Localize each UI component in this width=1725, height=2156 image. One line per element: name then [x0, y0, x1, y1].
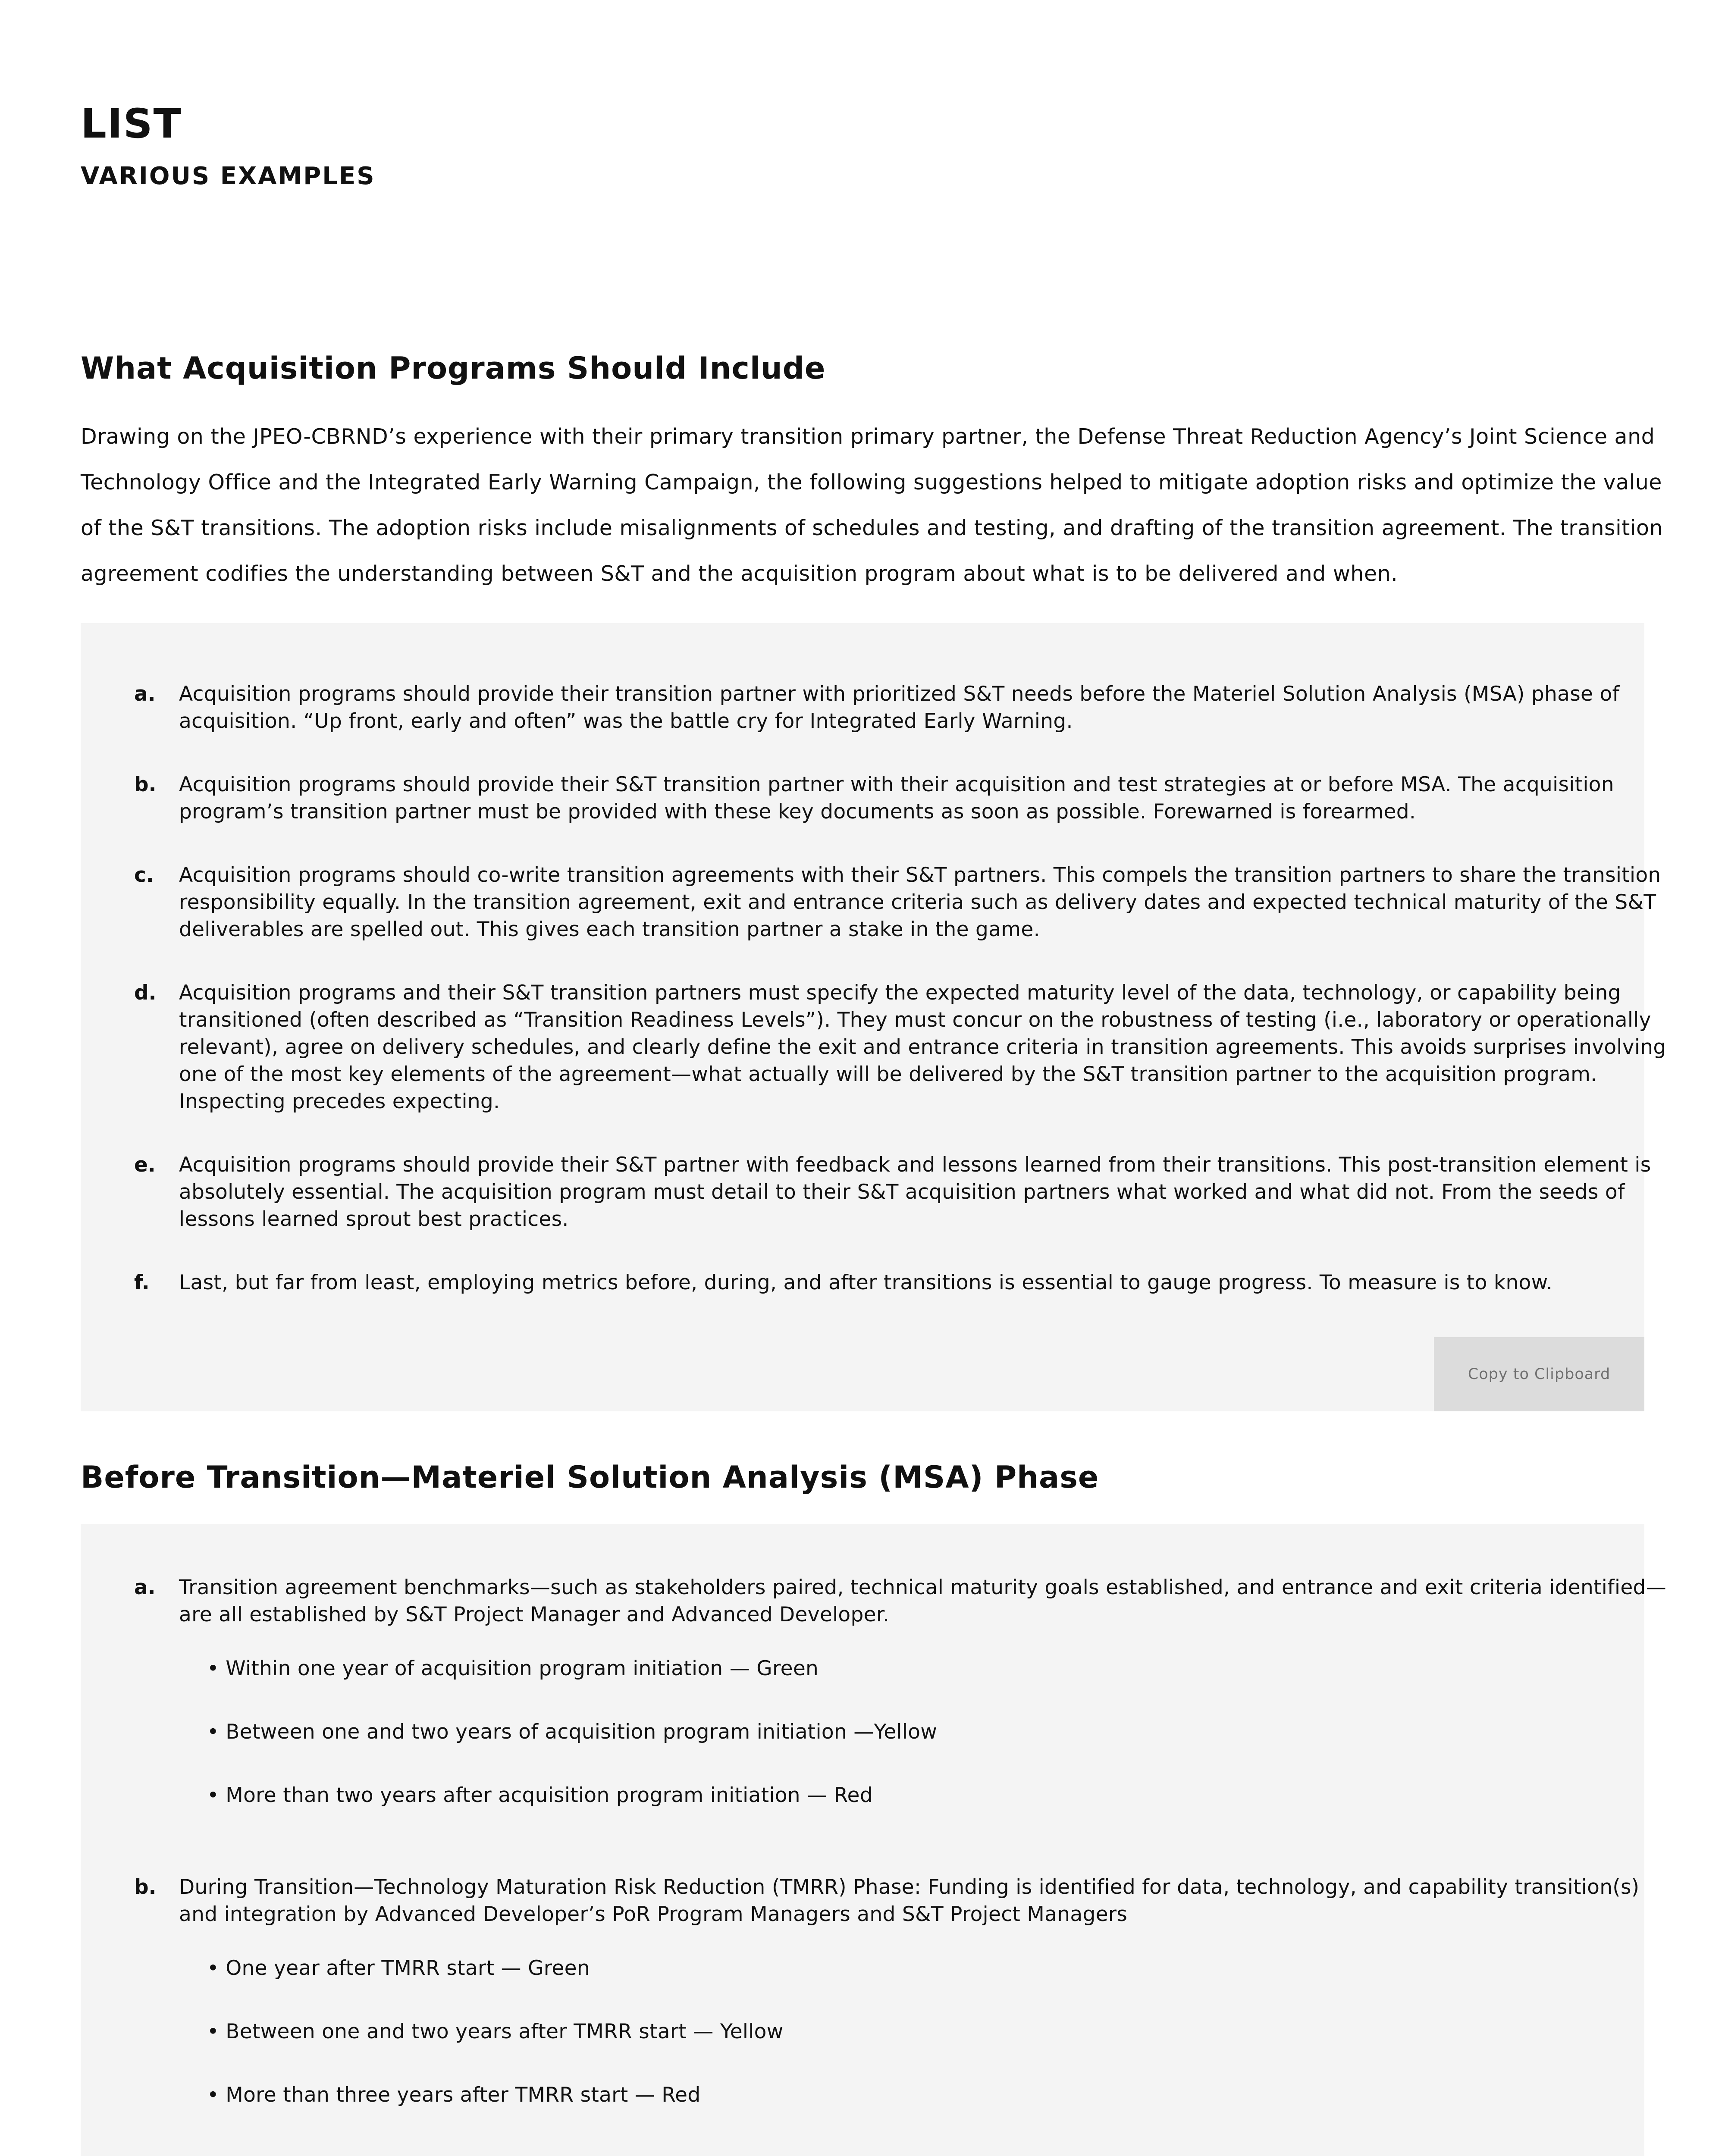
page-subtitle: VARIOUS EXAMPLES [81, 162, 376, 190]
sub-item: • One year after TMRR start — Green [207, 1956, 590, 1980]
sub-item: • Within one year of acquisition program initiation — Green [207, 1657, 819, 1680]
section-heading-acquisition-programs: What Acquisition Programs Should Include [81, 351, 826, 386]
list-item-text: During Transition—Technology Maturation Risk Reduction (TMRR) Phase: Funding is identified for data, technology, and capability transition(s) and integration by Advanced Developer’s PoR Program Managers and S&T Project Managers [179, 1875, 1640, 1926]
copy-to-clipboard-button[interactable]: Copy to Clipboard [1434, 1337, 1644, 1411]
list-marker: c. [134, 863, 154, 887]
intro-paragraph: Drawing on the JPEO-CBRND’s experience with their primary transition primary partner, the Defense Threat Reduction Agency’s Joint Science and Technology Office and the Integrated Early Warning Campaign, the following suggestions helped to mitigate adoption risks and optimize the value of the S&T transitions. The adoption risks include misalignments of schedules and testing, and drafting of the transition agreement. The transition agreement codifies the understanding between S&T and the acquisition program about what is to be delivered and when. [81, 424, 1663, 586]
list-marker: e. [134, 1153, 156, 1177]
list-item-text: Last, but far from least, employing metrics before, during, and after transitions is essential to gauge progress. To measure is to know. [179, 1271, 1553, 1294]
section-heading-before-transition: Before Transition—Materiel Solution Analysis (MSA) Phase [81, 1460, 1099, 1495]
sub-item: • Between one and two years after TMRR start — Yellow [207, 2020, 784, 2043]
page-title: LIST [81, 100, 182, 147]
list-marker: a. [134, 682, 156, 706]
list-item-text: Transition agreement benchmarks—such as stakeholders paired, technical maturity goals established, and entrance and exit criteria identified—are all established by S&T Project Manager and Advanced Developer. [179, 1576, 1666, 1626]
list-panel-acquisition-programs [81, 623, 1666, 1411]
list-item-text: Acquisition programs should provide their transition partner with prioritized S&T needs before the Materiel Solution Analysis (MSA) phase of acquisition. “Up front, early and often” was the battle cry for Integrated Early Warning. [179, 682, 1620, 733]
list-panel-before-transition [81, 1524, 1666, 2156]
list-item-text: Acquisition programs should co-write transition agreements with their S&T partners. This compels the transition partners to share the transition responsibility equally. In the transition agreement, exit and entrance criteria such as delivery dates and expected technical maturity of the S&T deliverables are spelled out. This gives each transition partner a stake in the game. [179, 863, 1661, 941]
list-item-text: Acquisition programs and their S&T transition partners must specify the expected maturity level of the data, technology, or capability being transitioned (often described as “Transition Readiness Levels”). They must concur on the robustness of testing (i.e., laboratory or operationally relevant), agree on delivery schedules, and clearly define the exit and entrance criteria in transition agreements. This avoids surprises involving one of the most key elements of the agreement—what actually will be delivered by the S&T transition partner to the acquisition program. Inspecting precedes expecting. [179, 981, 1666, 1113]
list-marker: d. [134, 981, 157, 1005]
sub-item: • More than two years after acquisition program initiation — Red [207, 1783, 873, 1807]
list-marker: b. [134, 1875, 157, 1899]
sub-item: • Between one and two years of acquisition program initiation —Yellow [207, 1720, 938, 1744]
list-marker: a. [134, 1576, 156, 1599]
list-marker: f. [134, 1271, 150, 1294]
list-marker: b. [134, 773, 157, 796]
sub-item: • More than three years after TMRR start — Red [207, 2083, 701, 2107]
list-item-text: Acquisition programs should provide their S&T transition partner with their acquisition and test strategies at or before MSA. The acquisition program’s transition partner must be provided with these key documents as soon as possible. Forewarned is forearmed. [179, 773, 1614, 824]
list-item-text: Acquisition programs should provide their S&T partner with feedback and lessons learned from their transitions. This post-transition element is absolutely essential. The acquisition program must detail to their S&T acquisition partners what worked and what did not. From the seeds of lessons learned sprout best practices. [179, 1153, 1651, 1231]
